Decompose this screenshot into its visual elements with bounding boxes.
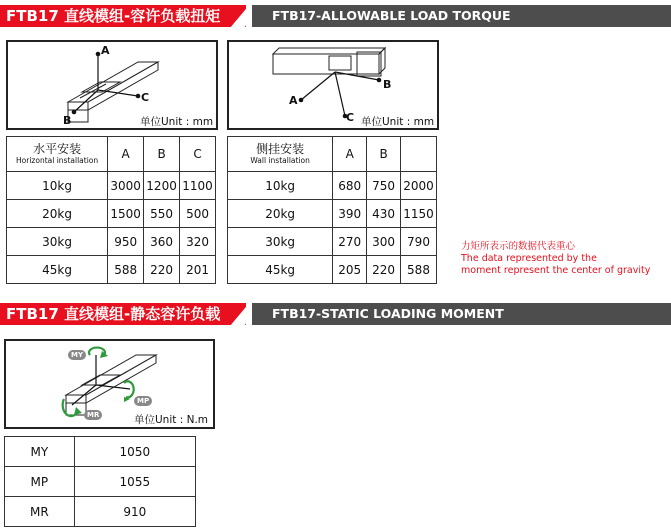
section-title-en: FTB17-ALLOWABLE LOAD TORQUE <box>252 5 671 27</box>
value-cell: 750 <box>367 172 401 200</box>
static-moment-table <box>4 436 196 527</box>
value-cell: 950 <box>108 228 144 256</box>
col-header-a: A <box>333 137 367 172</box>
load-cell: 45kg <box>7 256 108 284</box>
note-cn: 力矩所表示的数据代表重心 <box>461 241 576 252</box>
mr-badge: MR <box>84 410 102 420</box>
section-title-cn: FTB17 直线模组-容许负载扭矩 <box>0 5 246 27</box>
table-row <box>5 497 196 527</box>
unit-label: 单位Unit : mm <box>361 116 435 128</box>
installation-header: 侧挂安装 Wall installation <box>228 137 333 172</box>
table-header-row <box>7 137 216 172</box>
value-cell: 588 <box>401 256 437 284</box>
table-row <box>5 467 196 497</box>
value-cell: 588 <box>108 256 144 284</box>
section-header-static-loading-moment <box>0 303 671 325</box>
axis-a-label: A <box>289 94 298 107</box>
wall-diagram <box>227 40 439 130</box>
value-cell: 550 <box>144 200 180 228</box>
table-row <box>5 437 196 467</box>
value-cell: 3000 <box>108 172 144 200</box>
col-header-b: B <box>144 137 180 172</box>
value-cell: 220 <box>367 256 401 284</box>
value-cell: 2000 <box>401 172 437 200</box>
table-row <box>228 256 437 284</box>
axis-c-label: C <box>141 91 150 104</box>
axis-b-label: B <box>383 78 392 91</box>
col-header-c: C <box>180 137 216 172</box>
value-cell: 430 <box>367 200 401 228</box>
moment-name-cell: MP <box>5 467 75 497</box>
value-cell: 201 <box>180 256 216 284</box>
unit-label: 单位Unit : mm <box>140 116 214 128</box>
load-cell: 20kg <box>7 200 108 228</box>
note-en-line1: The data represented by the <box>461 253 597 264</box>
value-cell: 1150 <box>401 200 437 228</box>
axis-c-label: C <box>346 111 355 124</box>
value-cell: 1200 <box>144 172 180 200</box>
value-cell: 320 <box>180 228 216 256</box>
load-cell: 30kg <box>7 228 108 256</box>
value-cell: 220 <box>144 256 180 284</box>
load-cell: 10kg <box>228 172 333 200</box>
value-cell: 790 <box>401 228 437 256</box>
axis-a-label: A <box>101 44 110 57</box>
moment-name-cell: MR <box>5 497 75 527</box>
value-cell: 1100 <box>180 172 216 200</box>
value-cell: 1500 <box>108 200 144 228</box>
col-header-a: A <box>108 137 144 172</box>
moment-name-cell: MY <box>5 437 75 467</box>
value-cell: 500 <box>180 200 216 228</box>
value-cell: 680 <box>333 172 367 200</box>
axis-b-label: B <box>63 114 72 127</box>
table-row <box>7 200 216 228</box>
table-row <box>228 200 437 228</box>
center-of-gravity-note <box>461 241 650 277</box>
table-header-row <box>228 137 437 172</box>
wall-torque-table <box>227 136 437 284</box>
unit-label: 单位Unit : N.m <box>134 414 209 426</box>
section-header-allowable-load-torque <box>0 5 671 27</box>
load-cell: 45kg <box>228 256 333 284</box>
col-header-b: B <box>367 137 401 172</box>
table-row <box>228 172 437 200</box>
moment-diagram <box>4 339 215 429</box>
value-cell: 360 <box>144 228 180 256</box>
mp-badge: MP <box>134 396 152 406</box>
load-cell: 20kg <box>228 200 333 228</box>
section-title-cn: FTB17 直线模组-静态容许负载 <box>0 303 246 325</box>
section-title-en: FTB17-STATIC LOADING MOMENT <box>252 303 671 325</box>
value-cell: 390 <box>333 200 367 228</box>
value-cell: 300 <box>367 228 401 256</box>
table-row <box>7 256 216 284</box>
load-cell: 30kg <box>228 228 333 256</box>
moment-value-cell: 1050 <box>74 437 195 467</box>
moment-value-cell: 910 <box>74 497 195 527</box>
value-cell: 270 <box>333 228 367 256</box>
moment-value-cell: 1055 <box>74 467 195 497</box>
col-header-c <box>401 137 437 172</box>
note-en-line2: moment represent the center of gravity <box>461 265 651 276</box>
table-row <box>7 172 216 200</box>
table-row <box>228 228 437 256</box>
table-row <box>7 228 216 256</box>
horizontal-diagram <box>6 40 218 130</box>
my-badge: MY <box>68 350 86 360</box>
installation-header: 水平安装 Horizontal installation <box>7 137 108 172</box>
value-cell: 205 <box>333 256 367 284</box>
load-cell: 10kg <box>7 172 108 200</box>
horizontal-torque-table <box>6 136 216 284</box>
